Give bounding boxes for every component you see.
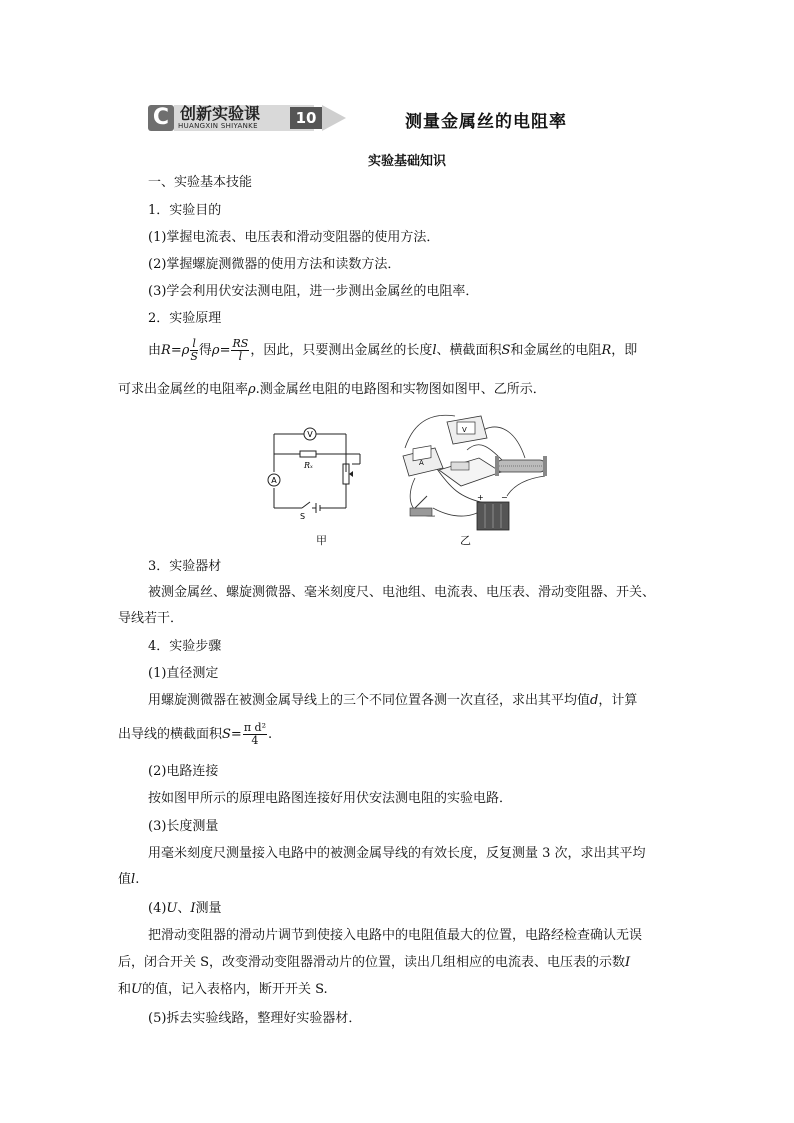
- step3-line-2: 值l.: [118, 872, 140, 887]
- caption-right: 乙: [460, 534, 471, 547]
- voltmeter-label: V: [307, 430, 313, 439]
- part-heading: 一、实验基本技能: [148, 175, 253, 190]
- s1-heading: 1．实验目的: [148, 203, 222, 218]
- step1-line-1: 用螺旋测微器在被测金属导线上的三个不同位置各测一次直径，求出其平均值d，计算: [148, 693, 638, 708]
- ammeter-photo-label: A: [419, 459, 424, 467]
- step4-title: (4)U、I测量: [148, 901, 222, 916]
- badge-letter: C: [148, 105, 174, 131]
- step2-title: (2)电路连接: [148, 764, 219, 779]
- battery-minus-label: −: [501, 493, 508, 502]
- ammeter-label: A: [271, 476, 277, 485]
- badge-title: 创新实验课: [180, 104, 261, 123]
- step4-line-3: 和U的值，记入表格内，断开开关 S.: [118, 982, 328, 997]
- step3-line-1: 用毫米刻度尺测量接入电路中的被测金属导线的有效长度，反复测量 3 次，求出其平均: [148, 846, 646, 861]
- s2-heading: 2．实验原理: [148, 311, 222, 326]
- s1-item-1: (1)掌握电流表、电压表和滑动变阻器的使用方法．: [148, 230, 440, 245]
- s3-heading: 3．实验器材: [148, 559, 222, 574]
- step3-title: (3)长度测量: [148, 819, 219, 834]
- section-title: 实验基础知识: [368, 154, 447, 169]
- fraction-pi-d2-over-4: $\frac{\text{π d²}}{4}$: [243, 721, 267, 747]
- battery-plus-label: +: [477, 493, 484, 502]
- step4-line-2: 后，闭合开关 S，改变滑动变阻器滑动片的位置，读出几组相应的电流表、电压表的示数I: [118, 955, 631, 970]
- s2-formula-line: 由R=ρ $\frac{l}{S}$ 得ρ= $\frac{RS}{l}$ ，因此，只要测出金属丝的长度l、横截面积S和金属丝的电阻R，即: [148, 337, 638, 363]
- switch-label: S: [300, 512, 306, 520]
- s2-paragraph-line-2: 可求出金属丝的电阻率ρ.测金属丝电阻的电路图和实物图如图甲、乙所示．: [118, 382, 546, 397]
- s1-item-3: (3)学会利用伏安法测电阻，进一步测出金属丝的电阻率．: [148, 284, 479, 299]
- s3-line-2: 导线若干．: [118, 611, 184, 626]
- apparatus-photo: [395, 408, 560, 533]
- voltmeter-photo-label: V: [462, 426, 467, 434]
- badge-number: 10: [290, 107, 322, 129]
- s4-heading: 4．实验步骤: [148, 639, 222, 654]
- step1-title: (1)直径测定: [148, 666, 219, 681]
- badge-arrow-icon: [322, 105, 346, 131]
- fraction-l-over-S: $\frac{l}{S}$: [190, 337, 198, 363]
- header-badge: [148, 103, 353, 133]
- step5-title: (5)拆去实验线路，整理好实验器材．: [148, 1011, 362, 1026]
- s3-line-1: 被测金属丝、螺旋测微器、毫米刻度尺、电池组、电流表、电压表、滑动变阻器、开关、: [148, 585, 656, 600]
- resistor-label: Rₓ: [304, 461, 313, 470]
- s1-item-2: (2)掌握螺旋测微器的使用方法和读数方法．: [148, 257, 401, 272]
- badge-subtitle: HUANGXIN SHIYANKE: [178, 122, 258, 130]
- step2-line-1: 按如图甲所示的原理电路图连接好用伏安法测电阻的实验电路．: [148, 791, 513, 806]
- fraction-RS-over-l: $\frac{RS}{l}$: [232, 337, 249, 363]
- page-title: 测量金属丝的电阻率: [405, 112, 567, 132]
- step4-line-1: 把滑动变阻器的滑动片调节到使接入电路中的电阻值最大的位置，电路经检查确认无误: [148, 928, 643, 943]
- circuit-diagram: [260, 420, 370, 520]
- caption-left: 甲: [316, 534, 327, 547]
- step1-line-2: 出导线的横截面积S= $\frac{\text{π d²}}{4}$ .: [118, 721, 273, 747]
